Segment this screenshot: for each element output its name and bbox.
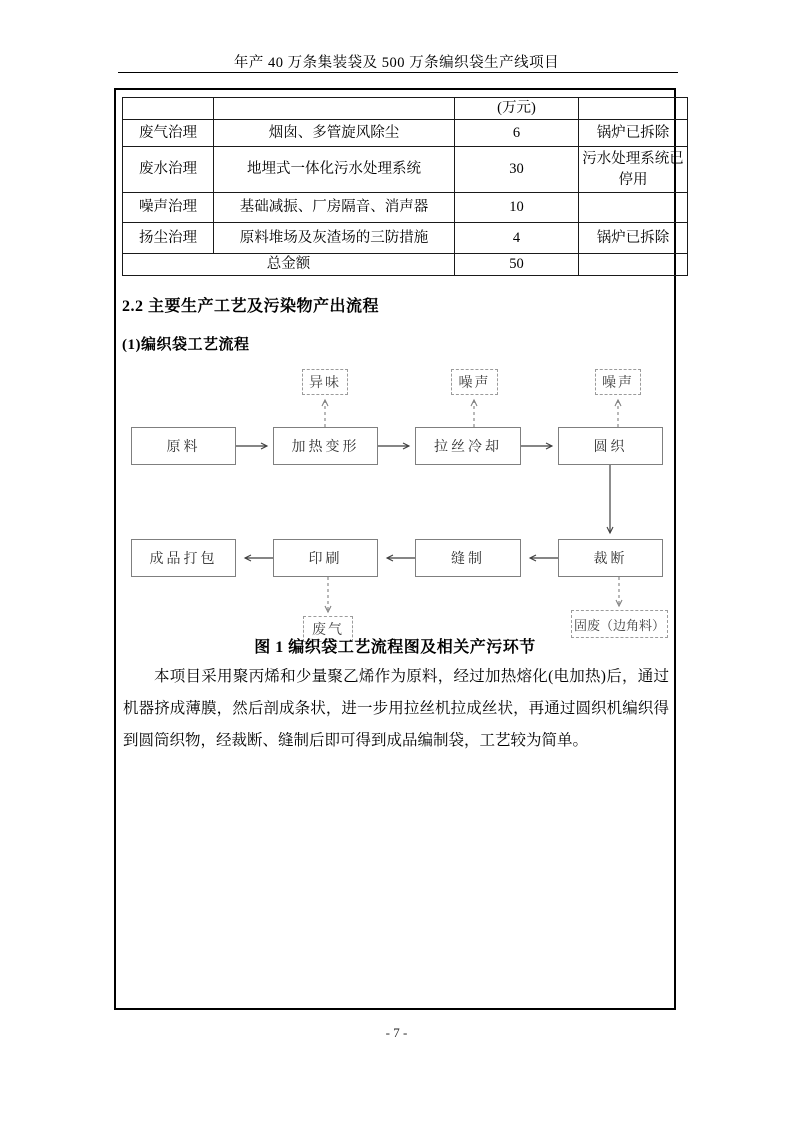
cell-amount: 10 [455, 193, 579, 223]
cell-remark [579, 193, 688, 223]
cell-category: 噪声治理 [123, 193, 214, 223]
cell-measure: 地埋式一体化污水处理系统 [214, 147, 455, 193]
cell-category: 废气治理 [123, 120, 214, 147]
table-row-water [123, 147, 688, 193]
table-row-total [123, 254, 688, 276]
cell-empty [579, 98, 688, 120]
cell-category: 扬尘治理 [123, 223, 214, 254]
cell-amount: 6 [455, 120, 579, 147]
table-row-noise [123, 193, 688, 223]
cell-total-amount: 50 [455, 254, 579, 276]
cell-category: 废水治理 [123, 147, 214, 193]
cell-total-remark [579, 254, 688, 276]
flow-step-sewing: 缝制 [415, 539, 521, 577]
page-number: - 7 - [385, 1025, 408, 1040]
table-row-unit-header [123, 98, 688, 120]
header-title: 年产 40 万条集装袋及 500 万条编织袋生产线项目 [233, 55, 560, 71]
content-frame [114, 88, 684, 1010]
cell-remark: 污水处理系统已停用 [579, 147, 688, 193]
flowchart-arrows [116, 366, 677, 646]
pollutant-noise-box-2: 噪声 [595, 369, 641, 395]
pollutant-noise-box-1: 噪声 [451, 369, 498, 395]
flow-step-packing: 成品打包 [131, 539, 236, 577]
cell-remark: 锅炉已拆除 [579, 223, 688, 254]
flow-step-heating: 加热变形 [273, 427, 378, 465]
table-row-dust [123, 223, 688, 254]
flow-step-raw-material: 原料 [131, 427, 236, 465]
cell-measure: 烟囱、多管旋风除尘 [214, 120, 455, 147]
cell-total-label: 总金额 [123, 254, 455, 276]
pollutant-odor-box: 异味 [302, 369, 348, 395]
section-heading: 2.2 主要生产工艺及污染物产出流程 [122, 298, 380, 315]
flow-step-cutting: 裁断 [558, 539, 663, 577]
process-description: 本项目采用聚丙烯和少量聚乙烯作为原料，经过加热熔化(电加热)后，通过机器挤成薄膜，然后剖成条状，进一步用拉丝机拉成丝状，再通过圆织机编织得到圆筒织物，经裁断、缝制后即可得到成品编制袋，工艺较为简单。 [123, 668, 669, 749]
header-rule [118, 72, 678, 73]
cell-remark: 锅炉已拆除 [579, 120, 688, 147]
pollutant-solid-waste-box: 固废（边角料） [571, 610, 668, 638]
page-footer [0, 1025, 793, 1041]
treatment-cost-table [122, 97, 688, 276]
cell-unit-header: (万元) [455, 98, 579, 120]
cell-amount: 30 [455, 147, 579, 193]
subsection-heading: (1)编织袋工艺流程 [122, 337, 250, 353]
figure-caption: 图 1 编织袋工艺流程图及相关产污环节 [254, 639, 536, 656]
cell-measure: 基础减振、厂房隔音、消声器 [214, 193, 455, 223]
flow-step-drawing-cooling: 拉丝冷却 [415, 427, 521, 465]
flow-step-circular-weaving: 圆织 [558, 427, 663, 465]
process-flowchart [116, 366, 677, 646]
table-row-gas [123, 120, 688, 147]
pollutant-waste-gas-box: 废气 [303, 616, 353, 642]
cell-empty [214, 98, 455, 120]
flow-step-printing: 印刷 [273, 539, 378, 577]
cell-amount: 4 [455, 223, 579, 254]
cell-empty [123, 98, 214, 120]
cell-measure: 原料堆场及灰渣场的三防措施 [214, 223, 455, 254]
